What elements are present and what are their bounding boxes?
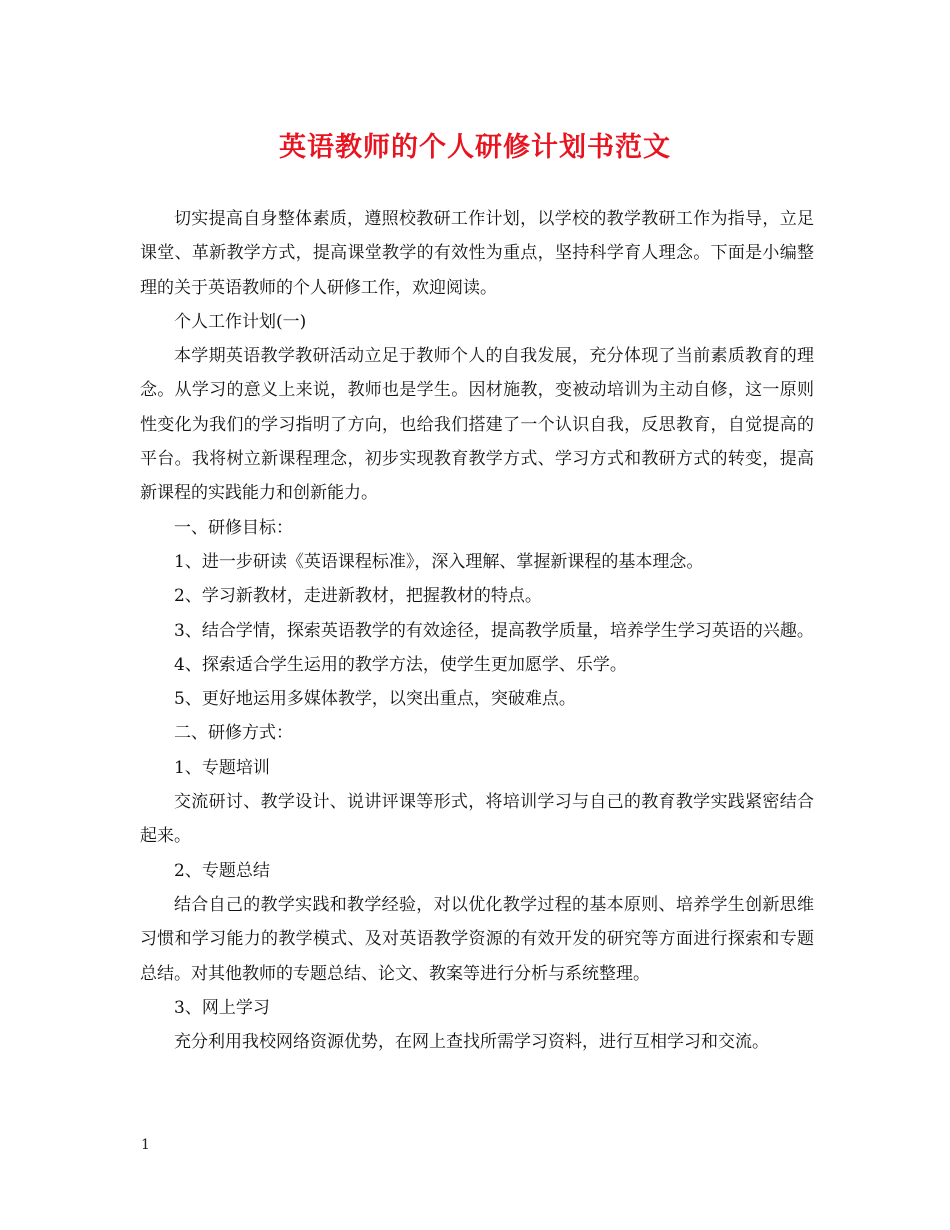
subsection-heading: 3、网上学习 xyxy=(174,997,270,1018)
body-paragraph: 充分利用我校网络资源优势，在网上查找所需学习资料，进行互相学习和交流。 xyxy=(174,1032,769,1053)
body-paragraph: 结合自己的教学实践和教学经验，对以优化教学过程的基本原则、培养学生创新思维习惯和学习能力的教学模式、及对英语教学资源的有效开发的研究等方面进行探索和专题总结。对其他教师的专题总结、论文、教案等进行分析与系统整理。 xyxy=(140,894,814,984)
list-item: 2、学习新教材，走进新教材，把握教材的特点。 xyxy=(174,586,542,607)
list-item: 4、探索适合学生运用的教学方法，使学生更加愿学、乐学。 xyxy=(174,654,627,675)
list-item: 3、结合学情，探索英语教学的有效途径，提高教学质量，培养学生学习英语的兴趣。 xyxy=(174,620,814,641)
list-item: 5、更好地运用多媒体教学，以突出重点，突破难点。 xyxy=(174,689,576,710)
subsection-heading: 1、专题培训 xyxy=(174,757,270,778)
section-heading: 个人工作计划(一) xyxy=(174,311,307,332)
document-body xyxy=(140,202,814,1059)
page-number: 1 xyxy=(141,1137,150,1153)
section-heading: 一、研修目标： xyxy=(174,517,293,538)
subsection-heading: 2、专题总结 xyxy=(174,860,270,881)
document-title: 英语教师的个人研修计划书范文 xyxy=(279,132,671,163)
body-paragraph: 本学期英语教学教研活动立足于教师个人的自我发展，充分体现了当前素质教育的理念。从学习的意义上来说，教师也是学生。因材施教，变被动培训为主动自修，这一原则性变化为我们的学习指明了方向，也给我们搭建了一个认识自我，反思教育，自觉提高的平台。我将树立新课程理念，初步实现教育教学方式、学习方式和教研方式的转变，提高新课程的实践能力和创新能力。 xyxy=(140,346,814,504)
intro-paragraph: 切实提高自身整体素质，遵照校教研工作计划，以学校的教学教研工作为指导，立足课堂、革新教学方式，提高课堂教学的有效性为重点，坚持科学育人理念。下面是小编整理的关于英语教师的个人研修工作，欢迎阅读。 xyxy=(140,209,814,298)
section-heading: 二、研修方式： xyxy=(174,723,293,744)
list-item: 1、进一步研读《英语课程标准》，深入理解、掌握新课程的基本理念。 xyxy=(174,551,704,572)
body-paragraph: 交流研讨、教学设计、说讲评课等形式，将培训学习与自己的教育教学实践紧密结合起来。 xyxy=(140,792,814,847)
